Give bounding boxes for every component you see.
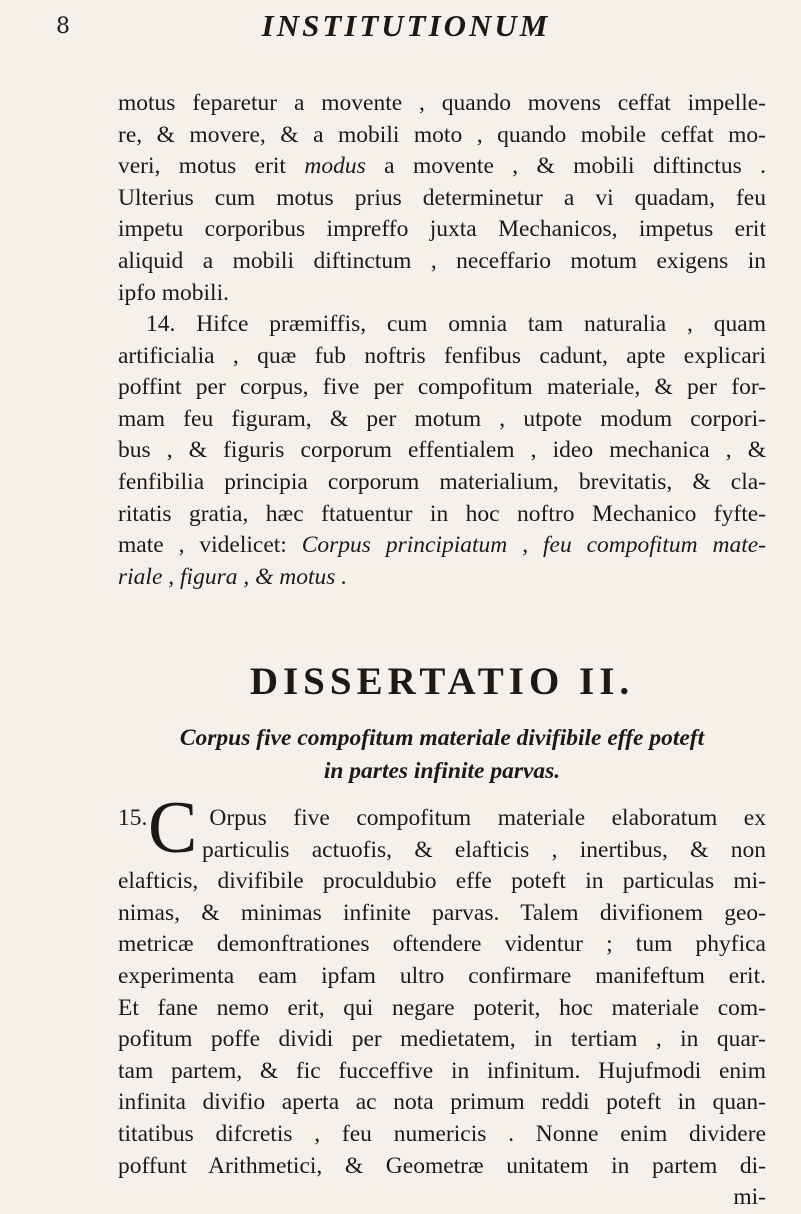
text-segment: mate , videlicet:: [118, 532, 302, 559]
text-line: impetu corporibus impreffo juxta Mechanicos, impetus erit: [118, 216, 766, 243]
text-line: re, & movere, & a mobili moto , quando mobile ceffat mo-: [118, 121, 766, 148]
text-line: aliquid a mobili diftinctum , neceffario motum exigens in: [118, 247, 766, 274]
paragraph-number: 15.: [118, 805, 148, 831]
text-line: pofitum poffe dividi per medietatem, in tertiam , in quar-: [118, 1026, 766, 1053]
text-line: Ulterius cum motus prius determinetur a vi quadam, feu: [118, 184, 766, 211]
text-line: poffint per corpus, five per compofitum materiale, & per for-: [118, 374, 766, 401]
text-line: [118, 803, 766, 835]
page-number: 8: [56, 14, 70, 39]
text-line: [118, 530, 766, 562]
text-line: Et fane nemo erit, qui negare poterit, hoc materiale com-: [118, 994, 766, 1021]
subtitle-line: Corpus five compofitum materiale divifibile effe poteft: [179, 725, 705, 751]
section-heading: DISSERTATIO II.: [249, 660, 635, 703]
text-line: 14. Hifce præmiffis, cum omnia tam naturalia , quam: [146, 311, 766, 337]
text-line: ritatis gratia, hæc ftatuentur in hoc noftro Mechanico fyfte-: [118, 500, 766, 527]
drop-cap: C: [148, 787, 198, 869]
paragraph-3: [118, 803, 766, 1214]
italic-phrase: Corpus principiatum , feu compofitum mate-: [301, 532, 766, 559]
text-segment: a movente , & mobili diftinctus .: [365, 153, 766, 180]
paragraph-1: [118, 88, 766, 309]
text-line: particulis actuofis, & elafticis , inertibus, & non: [202, 836, 766, 863]
text-line: poffunt Arithmetici, & Geometræ unitatem in partem di-: [118, 1152, 766, 1179]
section-subtitle: [118, 722, 766, 788]
text-segment: veri, motus erit: [118, 153, 305, 180]
text-line: ipfo mobili.: [118, 279, 229, 306]
text-line: nimas, & minimas infinite parvas. Talem divifionem geo-: [118, 899, 766, 926]
text-line: bus , & figuris corporum effentialem , ideo mechanica , &: [118, 437, 766, 464]
text-line: motus feparetur a movente , quando movens ceffat impelle-: [118, 90, 766, 116]
text-line: tam partem, & fic fucceffive in infinitum. Hujufmodi enim: [118, 1057, 766, 1084]
text-line: fenfibilia principia corporum materialium, brevitatis, & cla-: [118, 468, 766, 495]
text-line: metricæ demonftrationes oftendere videntur ; tum phyfica: [118, 931, 766, 958]
text-line: artificialia , quæ fub noftris fenfibus cadunt, apte explicari: [118, 342, 766, 369]
text-line: experimenta eam ipfam ultro confirmare manifeftum erit.: [118, 962, 766, 989]
text-line: elafticis, divifibile proculdubio effe poteft in particulas mi-: [118, 868, 766, 895]
text-line: titatibus difcretis , feu numericis . Nonne enim dividere: [118, 1120, 766, 1147]
italic-term: modus: [304, 153, 366, 180]
text-line: mam feu figuram, & per motum , utpote modum corpori-: [118, 405, 766, 432]
subtitle-line: in partes infinite parvas.: [323, 758, 561, 784]
text-segment: Orpus five compofitum materiale elaboratum ex: [209, 805, 766, 831]
text-line: riale , figura , & motus .: [118, 563, 348, 590]
text-line: [118, 151, 766, 183]
page-header: [56, 6, 756, 44]
text-line: infinita divifio aperta ac nota primum reddi poteft in quan-: [118, 1089, 766, 1116]
catchword: mi-: [733, 1184, 766, 1211]
paragraph-2: [118, 309, 766, 593]
running-head: INSTITUTIONUM: [261, 8, 551, 43]
